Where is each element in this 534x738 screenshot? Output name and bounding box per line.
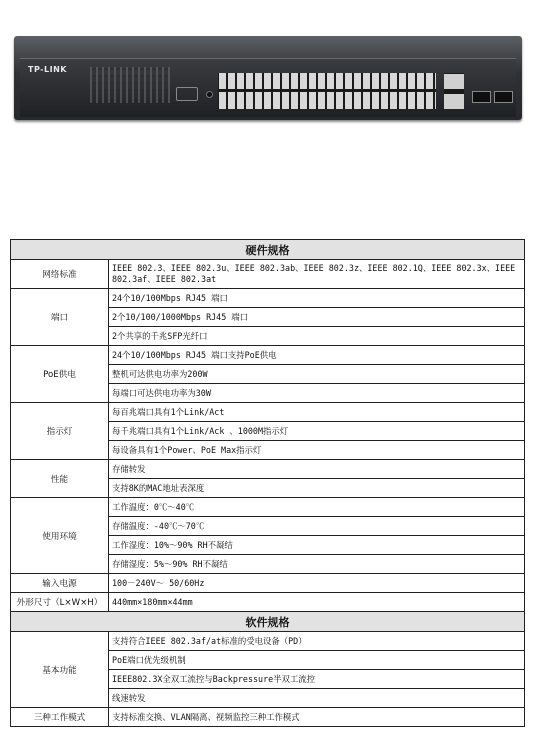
brand-emboss	[134, 40, 414, 54]
spec-value: IEEE802.3X全双工流控与Backpressure半双工流控	[109, 670, 525, 689]
spec-row	[11, 498, 525, 517]
spec-value: 每设备具有1个Power、PoE Max指示灯	[109, 441, 525, 460]
spec-value: 支持8K的MAC地址表深度	[109, 479, 525, 498]
software-section-header	[11, 612, 525, 632]
sfp-port-2	[494, 91, 513, 103]
sfp-port-1	[472, 91, 491, 103]
brand-logo: TP-LINK	[28, 65, 67, 74]
spec-label: 性能	[11, 460, 109, 498]
spec-value: 整机可达供电功率为200W	[109, 365, 525, 384]
software-title: 软件规格	[11, 612, 525, 632]
spec-label: 输入电源	[11, 574, 109, 593]
spec-row	[11, 403, 525, 422]
spec-value: 存储转发	[109, 460, 525, 479]
spec-row	[11, 460, 525, 479]
hardware-section-header	[11, 240, 525, 260]
spec-row	[11, 260, 525, 289]
spec-label: 使用环境	[11, 498, 109, 574]
spec-label: 指示灯	[11, 403, 109, 460]
spec-value: 24个10/100Mbps RJ45 端口	[109, 289, 525, 308]
spec-value: 每端口可达供电功率为30W	[109, 384, 525, 403]
product-photo	[0, 0, 534, 236]
spec-value: 2个共享的千兆SFP光纤口	[109, 327, 525, 346]
hardware-title: 硬件规格	[11, 240, 525, 260]
spec-value: 支持符合IEEE 802.3af/at标准的受电设备（PD）	[109, 632, 525, 651]
spec-value: 100－240V～ 50/60Hz	[109, 574, 525, 593]
spec-row	[11, 632, 525, 651]
reset-button	[206, 91, 213, 98]
spec-value: IEEE 802.3、IEEE 802.3u、IEEE 802.3ab、IEEE 802.3z、IEEE 802.1Q、IEEE 802.3x、IEEE 802.3af、IEEE 802.3at	[109, 260, 525, 289]
spec-value: 线速转发	[109, 689, 525, 708]
spec-value: 每千兆端口具有1个Link/Ack 、1000M指示灯	[109, 422, 525, 441]
led-indicator-panel	[90, 67, 170, 103]
spec-label: 三种工作模式	[11, 708, 109, 727]
switch-device	[14, 36, 522, 120]
spec-value: 工作湿度：10%～90% RH不凝结	[109, 536, 525, 555]
spec-value: 24个10/100Mbps RJ45 端口支持PoE供电	[109, 346, 525, 365]
gigabit-ports	[444, 73, 464, 109]
spec-row	[11, 346, 525, 365]
spec-row	[11, 574, 525, 593]
spec-label: PoE供电	[11, 346, 109, 403]
spec-value: 存储温度：-40℃～70℃	[109, 517, 525, 536]
spec-value: 存储湿度：5%～90% RH不凝结	[109, 555, 525, 574]
spec-label: 基本功能	[11, 632, 109, 708]
spec-table	[10, 239, 525, 727]
spec-value: 每百兆端口具有1个Link/Act	[109, 403, 525, 422]
switch-front-panel	[20, 58, 516, 117]
console-port	[176, 87, 198, 101]
spec-value: PoE端口优先级机制	[109, 651, 525, 670]
spec-value: 2个10/100/1000Mbps RJ45 端口	[109, 308, 525, 327]
spec-value: 工作温度：0℃～40℃	[109, 498, 525, 517]
spec-row	[11, 593, 525, 612]
spec-row	[11, 708, 525, 727]
spec-value: 440mm×180mm×44mm	[109, 593, 525, 612]
spec-label: 网络标准	[11, 260, 109, 289]
spec-value: 支持标准交换、VLAN隔离、视频监控三种工作模式	[109, 708, 525, 727]
spec-row	[11, 289, 525, 308]
rj45-port-bank	[218, 73, 436, 109]
spec-label: 端口	[11, 289, 109, 346]
spec-label: 外形尺寸（L×W×H）	[11, 593, 109, 612]
